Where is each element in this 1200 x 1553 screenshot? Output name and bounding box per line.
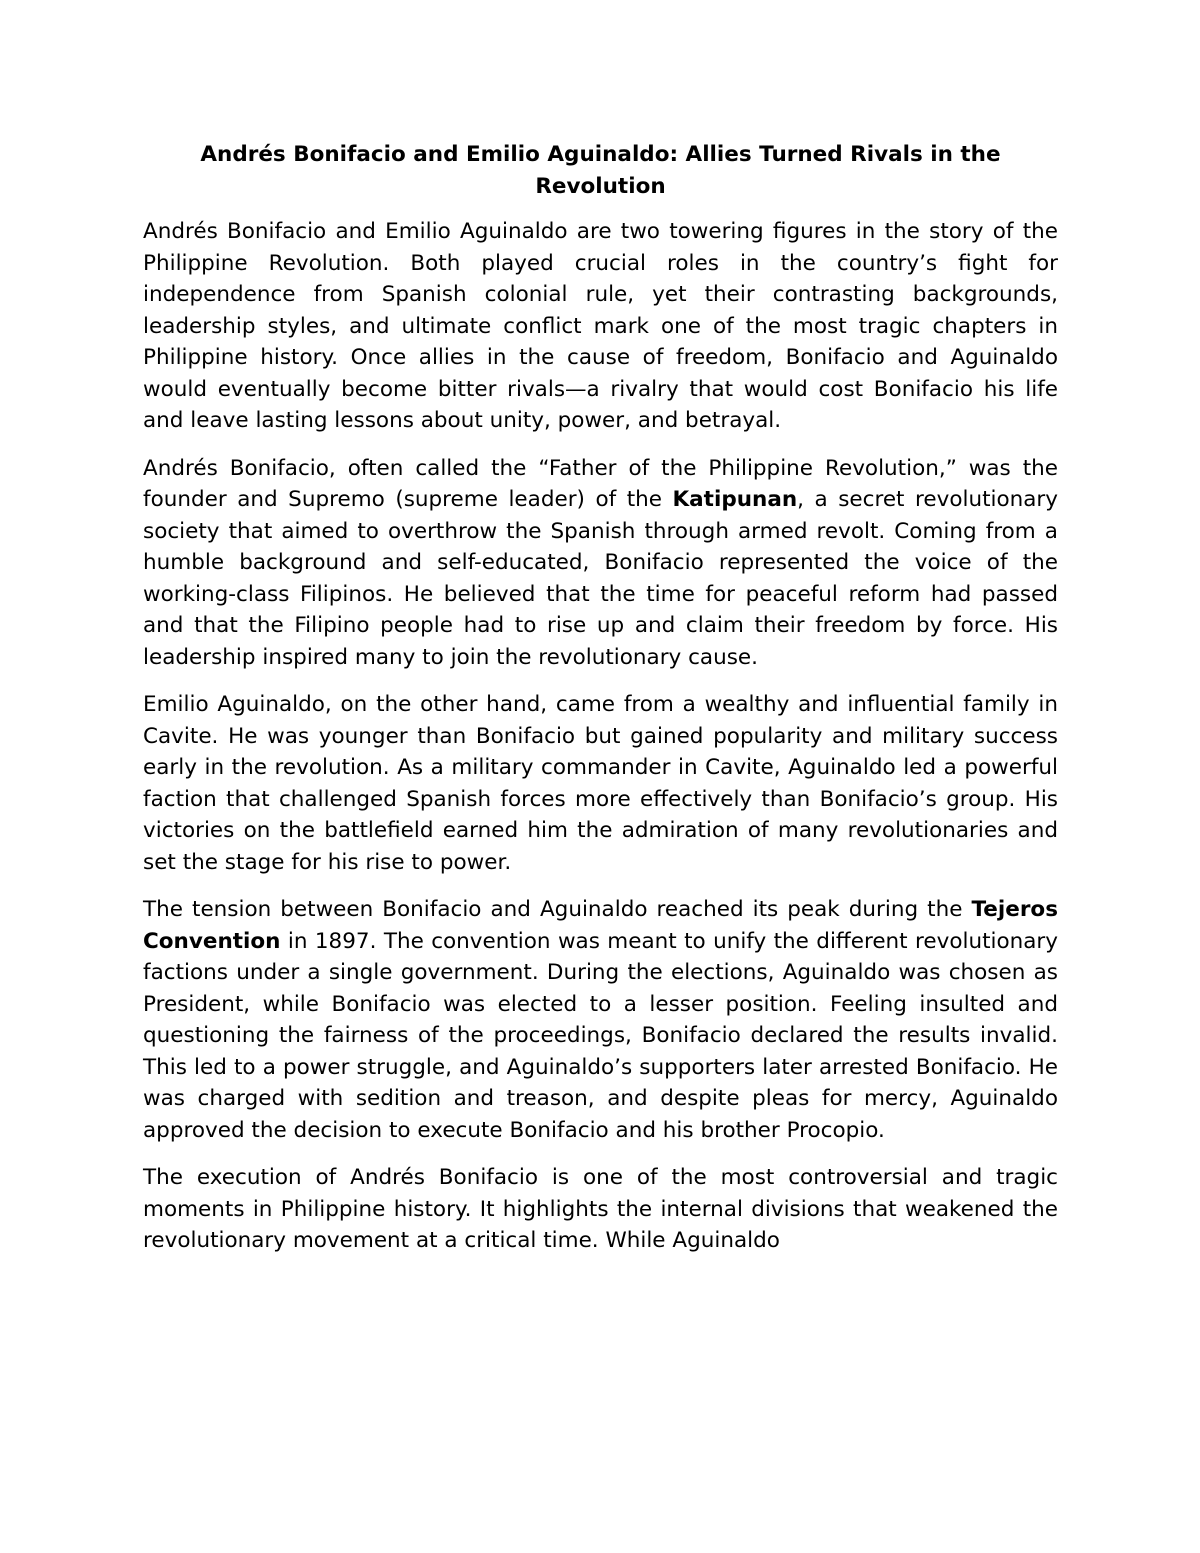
paragraph-intro: Andrés Bonifacio and Emilio Aguinaldo are two towering figures in the story of the Philippine Revolution. Both played crucial roles in the country’s fight for independence from Spanish colonial rule, yet their contrasting backgrounds, leadership styles, and ultimate conflict mark one of the most tragic chapters in Philippine history. Once allies in the cause of freedom, Bonifacio and Aguinaldo would eventually become bitter rivals—a rivalry that would cost Bonifacio his life and leave lasting lessons about unity, power, and betrayal. [143, 219, 1058, 433]
paragraph-text: The tension between Bonifacio and Aguinaldo reached its peak during the [143, 897, 972, 922]
document-title: Andrés Bonifacio and Emilio Aguinaldo: Allies Turned Rivals in the Revolution [200, 142, 1001, 199]
document-body [143, 139, 1058, 1257]
bold-term-katipunan: Katipunan [672, 487, 798, 512]
paragraph-tejeros [143, 894, 1058, 1146]
paragraph-bonifacio [143, 453, 1058, 674]
paragraph-text: in 1897. The convention was meant to unify the different revolutionary factions under a single government. During the elections, Aguinaldo was chosen as President, while Bonifacio was elected to a lesser position. Feeling insulted and questioning the fairness of the proceedings, Bonifacio declared the results invalid. This led to a power struggle, and Aguinaldo’s supporters later arrested Bonifacio. He was charged with sedition and treason, and despite pleas for mercy, Aguinaldo approved the decision to execute Bonifacio and his brother Procopio. [143, 928, 1058, 1143]
paragraph-aguinaldo: Emilio Aguinaldo, on the other hand, came from a wealthy and influential family in Cavite. He was younger than Bonifacio but gained popularity and military success early in the revolution. As a military commander in Cavite, Aguinaldo led a powerful faction that challenged Spanish forces more effectively than Bonifacio’s group. His victories on the battlefield earned him the admiration of many revolutionaries and set the stage for his rise to power. [143, 692, 1058, 875]
bold-term-tejeros-convention: Tejeros Convention [143, 897, 1058, 954]
paragraph-text: , a secret revolutionary society that aimed to overthrow the Spanish through armed revolt. Coming from a humble background and self-educated, Bonifacio represented the voice of the working-class Filipinos. He believed that the time for peaceful reform had passed and that the Filipino people had to rise up and claim their freedom by force. His leadership inspired many to join the revolutionary cause. [143, 487, 1058, 670]
paragraph-execution: The execution of Andrés Bonifacio is one of the most controversial and tragic moments in Philippine history. It highlights the internal divisions that weakened the revolutionary movement at a critical time. While Aguinaldo [143, 1165, 1058, 1253]
paragraph-text: Andrés Bonifacio, often called the “Father of the Philippine Revolution,” was the founder and Supremo (supreme leader) of the [143, 455, 1058, 512]
